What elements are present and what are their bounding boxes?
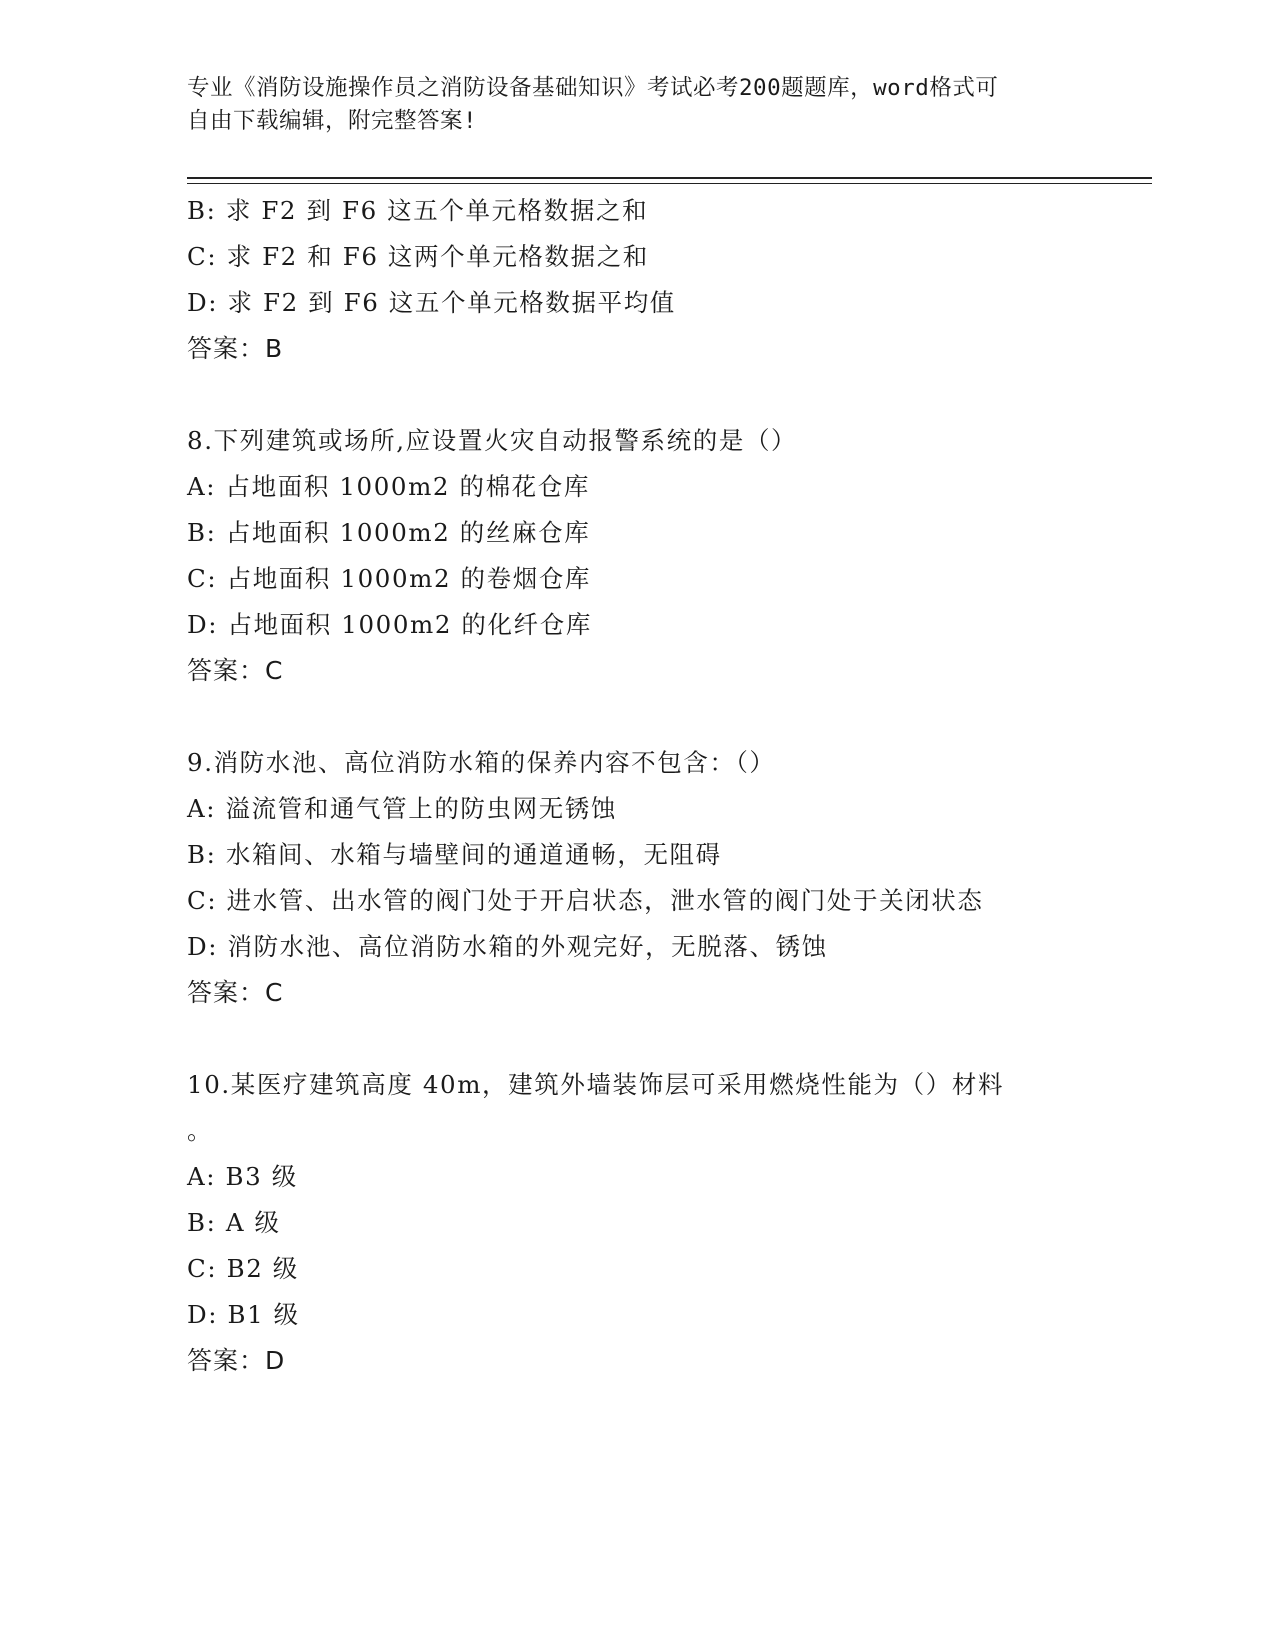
answer-line: 答案：C — [187, 656, 284, 685]
header-title-line-2: 自由下载编辑，附完整答案! — [187, 108, 478, 134]
header-divider-thin — [187, 183, 1152, 184]
option-b: B: 水箱间、水箱与墙壁间的通道通畅，无阻碍 — [187, 840, 722, 869]
spacer — [187, 694, 1187, 740]
question-block-8 — [187, 418, 1187, 694]
option-d: D: 求 F2 到 F6 这五个单元格数据平均值 — [187, 288, 676, 317]
question-text: 8.下列建筑或场所,应设置火灾自动报警系统的是（） — [187, 426, 798, 455]
question-block-7 — [187, 188, 1187, 372]
question-block-9 — [187, 740, 1187, 1016]
option-b: B: 求 F2 到 F6 这五个单元格数据之和 — [187, 196, 649, 225]
option-d: D: 消防水池、高位消防水箱的外观完好，无脱落、锈蚀 — [187, 932, 828, 961]
option-d: D: B1 级 — [187, 1300, 300, 1329]
header-title-line-1: 专业《消防设施操作员之消防设备基础知识》考试必考200题题库，word格式可 — [187, 75, 999, 101]
question-text-continued: 。 — [187, 1116, 214, 1145]
option-c: C: 进水管、出水管的阀门处于开启状态，泄水管的阀门处于关闭状态 — [187, 886, 984, 915]
answer-line: 答案：B — [187, 334, 284, 363]
option-a: A: 溢流管和通气管上的防虫网无锈蚀 — [187, 794, 618, 823]
header-divider-thick — [187, 177, 1152, 179]
spacer — [187, 1016, 1187, 1062]
answer-line: 答案：C — [187, 978, 284, 1007]
option-d: D: 占地面积 1000m2 的化纤仓库 — [187, 610, 592, 639]
spacer — [187, 372, 1187, 418]
question-text: 9.消防水池、高位消防水箱的保养内容不包含：（） — [187, 748, 776, 777]
option-c: C: B2 级 — [187, 1254, 299, 1283]
option-b: B: 占地面积 1000m2 的丝麻仓库 — [187, 518, 591, 547]
question-list — [187, 188, 1187, 1384]
document-header — [187, 72, 1087, 138]
question-text: 10.某医疗建筑高度 40m，建筑外墙装饰层可采用燃烧性能为（）材料 — [187, 1070, 1005, 1099]
option-a: A: B3 级 — [187, 1162, 298, 1191]
option-a: A: 占地面积 1000m2 的棉花仓库 — [187, 472, 590, 501]
option-b: B: A 级 — [187, 1208, 281, 1237]
option-c: C: 求 F2 和 F6 这两个单元格数据之和 — [187, 242, 649, 271]
answer-line: 答案：D — [187, 1346, 286, 1375]
question-block-10 — [187, 1062, 1187, 1384]
option-c: C: 占地面积 1000m2 的卷烟仓库 — [187, 564, 592, 593]
